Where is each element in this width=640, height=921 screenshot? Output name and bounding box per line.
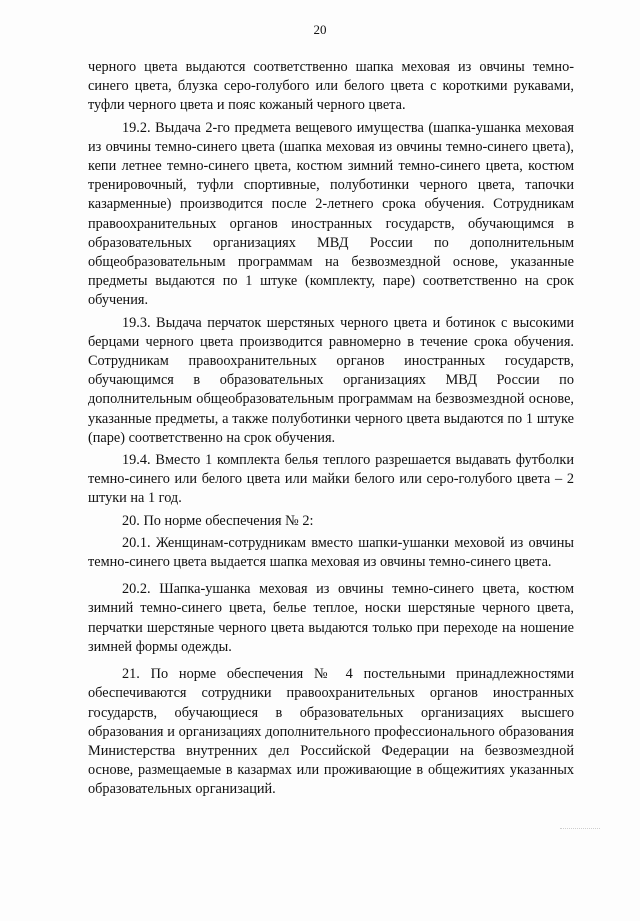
- paragraph-19-2: 19.2. Выдача 2-го предмета вещевого имущества (шапка-ушанка меховая из овчины темно-синего цвета (шапка меховая из овчины темно-синего цвета), кепи летнее темно-синего цвета, костюм зимний темно-синего цвета, костюм тренировочный, туфли спортивные, полуботинки черного цвета, тапочки казарменные) производится после 2-летнего срока обучения. Сотрудникам правоохранительных органов иностранных государств, обучающимся в образовательных организациях МВД России по дополнительным общеобразовательным программам на безвозмездной основе, указанные предметы выдаются по 1 штуке (комплекту, паре) соответственно на срок обучения.: [88, 119, 574, 309]
- document-body: [88, 58, 574, 803]
- paragraph-continuation: черного цвета выдаются соответственно шапка меховая из овчины темно-синего цвета, блузка серо-голубого или белого цвета с короткими рукавами, туфли черного цвета и пояс кожаный черного цвета.: [88, 59, 574, 114]
- paragraph-20-2: 20.2. Шапка-ушанка меховая из овчины темно-синего цвета, костюм зимний темно-синего цвета, белье теплое, носки шерстяные черного цвета, перчатки шерстяные черного цвета выдаются только при переходе на ношение зимней формы одежды.: [88, 581, 574, 655]
- paragraph-21: 21. По норме обеспечения № 4 постельными принадлежностями обеспечиваются сотрудники правоохранительных органов иностранных государств, обучающиеся в образовательных организациях высшего образования и организациях дополнительного профессионального образования Министерства внутренних дел Российской Федерации на безвозмездной основе, размещаемые в казармах или проживающие в общежитиях указанных образовательных организаций.: [88, 666, 574, 798]
- paragraph-20: 20. По норме обеспечения № 2:: [122, 512, 314, 529]
- scan-artifact: [560, 828, 600, 835]
- paragraph-19-4: 19.4. Вместо 1 комплекта белья теплого разрешается выдавать футболки темно-синего или белого цвета или майки белого или серо-голубого цвета – 2 штуки на 1 год.: [88, 452, 574, 507]
- paragraph-20-1: 20.1. Женщинам-сотрудникам вместо шапки-ушанки меховой из овчины темно-синего цвета выдается шапка меховая из овчины темно-синего цвета.: [88, 534, 574, 571]
- paragraph-19-3: 19.3. Выдача перчаток шерстяных черного цвета и ботинок с высокими берцами черного цвета производится равномерно в течение срока обучения. Сотрудникам правоохранительных органов иностранных государств, обучающимся в образовательных организациях МВД России по дополнительным общеобразовательным программам на безвозмездной основе, указанные предметы, а также полуботинки черного цвета выдаются по 1 штуке (паре) соответственно на срок обучения.: [88, 314, 574, 446]
- page-number: 20: [313, 22, 327, 37]
